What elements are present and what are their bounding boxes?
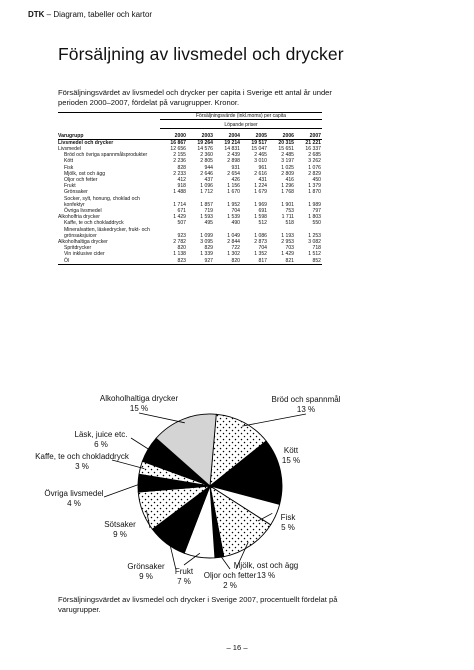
pie-slice-label [251, 395, 361, 414]
table-cell: 1 539 [227, 214, 240, 221]
table-cell: 3 262 [308, 158, 321, 165]
table-year-header: 2005 [241, 129, 268, 140]
table-cell: 2 236 [173, 158, 186, 165]
table-cell: 14 576 [197, 145, 213, 152]
table-year-header: 2000 [160, 129, 187, 140]
table-row-label: Alkoholhaltiga drycker [58, 238, 108, 245]
table-cell: 450 [312, 176, 321, 183]
table-cell: 437 [204, 176, 213, 183]
table-cell: 15 047 [251, 145, 267, 152]
table-year-header: 2004 [214, 129, 241, 140]
table-cell: 961 [258, 164, 267, 171]
pie-slice-label [84, 394, 194, 413]
pie-slice-name: Kött [283, 446, 299, 455]
table-cell: 426 [231, 176, 240, 183]
table-cell: 495 [204, 220, 213, 227]
table-row-label: Grönsaker [64, 189, 88, 196]
table-cell: 2 439 [227, 152, 240, 159]
table-cell: 829 [204, 245, 213, 252]
table-cell: 431 [258, 176, 267, 183]
table-row-label: Livsmedel och drycker [58, 139, 114, 146]
pie-leader-line [242, 414, 306, 426]
pie-leader-line [139, 413, 185, 423]
table-cell: 1 969 [254, 201, 267, 208]
table-cell: 3 082 [308, 238, 321, 245]
table-cell: 2 844 [227, 238, 240, 245]
table-cell: 1 768 [281, 189, 294, 196]
table-cell: 852 [295, 258, 322, 265]
table-cell: 1 857 [200, 201, 213, 208]
table-cell: 931 [231, 164, 240, 171]
table-cell: 19 517 [251, 139, 267, 146]
table-year-header: 2003 [187, 129, 214, 140]
table-cell: 1 253 [308, 232, 321, 239]
header-section: – Diagram, tabeller och kartor [44, 10, 153, 19]
table-cell: 1 712 [200, 189, 213, 196]
table-cell: 16 337 [305, 145, 321, 152]
table-cell: 753 [285, 207, 294, 214]
pie-slice-percent: 7 % [177, 576, 191, 586]
table-cell: 1 049 [227, 232, 240, 239]
table-cell: 828 [177, 164, 186, 171]
pie-slice-percent: 4 % [67, 498, 81, 508]
table-cell: 671 [177, 207, 186, 214]
table-cell: 412 [177, 176, 186, 183]
pie-slice-percent: 9 % [139, 571, 153, 581]
table-cell: 14 831 [224, 145, 240, 152]
pie-slice-percent: 2 % [223, 580, 237, 590]
table-cell: 691 [258, 207, 267, 214]
table-row-label: Övriga livsmedel [64, 207, 102, 214]
pie-slice-label [91, 562, 201, 581]
table-cell: 1 296 [281, 183, 294, 190]
pie-slice-label [46, 430, 156, 449]
table-cell: 927 [187, 258, 214, 265]
table-super-header: Försäljningsvärde (inkl.moms) per capita [160, 113, 322, 120]
table-cell: 490 [231, 220, 240, 227]
table-cell: 1 711 [281, 214, 294, 221]
table-cell: 1 352 [254, 251, 267, 258]
table-cell: 703 [285, 245, 294, 252]
table-cell: 21 221 [305, 139, 321, 146]
chart-caption: Försäljningsvärdet av livsmedel och drycker i Sverige 2007, procentuellt fördelat på varugrupper. [58, 595, 338, 614]
table-cell: 550 [312, 220, 321, 227]
table-cell: 512 [258, 220, 267, 227]
table-cell: 944 [204, 164, 213, 171]
pie-slice-percent: 15 % [281, 455, 301, 465]
table-cell: 1 488 [173, 189, 186, 196]
table-cell: 12 656 [170, 145, 186, 152]
table-cell: 719 [204, 207, 213, 214]
table-cell: 518 [285, 220, 294, 227]
pie-slice-percent: 13 % [296, 404, 316, 414]
table-cell: 2 829 [308, 170, 321, 177]
table-row-label: Bröd och övriga spannmålsprodukter [64, 152, 148, 159]
pie-slice-percent: 9 % [113, 529, 127, 539]
table-cell: 820 [214, 258, 241, 265]
table-cell: 2 616 [254, 170, 267, 177]
table-cell: 2 233 [173, 170, 186, 177]
table-sub-header: Löpande priser [160, 120, 322, 129]
table-cell: 2 646 [200, 170, 213, 177]
table-cell: 1 096 [200, 183, 213, 190]
page-number: – 16 – [226, 643, 248, 652]
table-group-header: Varugrupp [58, 129, 160, 140]
table-year-header: 2006 [268, 129, 295, 140]
header-brand: DTK [28, 10, 45, 19]
table-cell: 1 429 [281, 251, 294, 258]
pie-slice-name: Läsk, juice etc. [74, 430, 128, 439]
table-row-label: Öl [58, 258, 160, 265]
pie-slice-percent: 3 % [75, 461, 89, 471]
table-cell: 923 [177, 232, 186, 239]
table-row-label: Kaffe, te och chokladdryck [64, 220, 124, 227]
pie-slice-percent: 15 % [129, 403, 149, 413]
table-cell: 16 867 [170, 139, 186, 146]
table-cell: 3 197 [281, 158, 294, 165]
pie-slice-percent: 6 % [94, 439, 108, 449]
pie-slice-name: Alkoholhaltiga drycker [99, 394, 179, 403]
table-cell: 1 193 [281, 232, 294, 239]
table-row-label: Spritdrycker [64, 245, 92, 252]
table-cell: 704 [231, 207, 240, 214]
table-cell: 2 485 [281, 152, 294, 159]
pie-slice-label [233, 513, 343, 532]
table-cell: 15 651 [278, 145, 294, 152]
table-cell: 1 224 [254, 183, 267, 190]
table-cell: 1 952 [227, 201, 240, 208]
pie-slice-name: Grönsaker [127, 562, 165, 571]
table-cell: 2 782 [173, 238, 186, 245]
table-row-label: Alkoholfria drycker [58, 214, 100, 221]
table-cell: 2 898 [227, 158, 240, 165]
table-row-label: Kött [64, 158, 74, 165]
table-cell: 820 [177, 245, 186, 252]
table-cell: 2 465 [254, 152, 267, 159]
table-cell: 19 214 [224, 139, 240, 146]
table-cell: 19 264 [197, 139, 213, 146]
table-row-label: Frukt [64, 183, 76, 190]
pie-slice-name: Mjölk, ost och ägg [233, 561, 299, 570]
table-cell: 2 155 [173, 152, 186, 159]
table-cell: 1 670 [227, 189, 240, 196]
pie-slice-name: Övriga livsmedel [44, 489, 104, 498]
table-cell: 2 654 [227, 170, 240, 177]
table-cell: 918 [177, 183, 186, 190]
table-cell: 1 379 [308, 183, 321, 190]
table-row-label: Fisk [64, 164, 74, 171]
table-row-label: Vin inklusive cider [64, 251, 105, 258]
table-cell: 821 [268, 258, 295, 265]
table-cell: 1 714 [173, 201, 186, 208]
intro-text: Försäljningsvärdet av livsmedel och drycker per capita i Sverige ett antal år under perioden 2000–2007, fördelat på varugrupper. Kronor. [58, 88, 332, 107]
table-row-label: Socker, sylt, honung, choklad och konfektyr [64, 195, 140, 208]
pie-slice-name: Frukt [174, 567, 194, 576]
table-cell: 416 [285, 176, 294, 183]
pie-slice-name: Kaffe, te och chokladdryck [35, 452, 129, 461]
table-cell: 1 989 [308, 201, 321, 208]
table-cell: 823 [160, 258, 187, 265]
table-cell: 1 593 [200, 214, 213, 221]
pie-slice-label [65, 520, 175, 539]
table-cell: 507 [177, 220, 186, 227]
page-title: Försäljning av livsmedel och drycker [58, 44, 344, 64]
table-cell: 704 [258, 245, 267, 252]
pie-slice-label [19, 489, 129, 508]
table-cell: 2 809 [281, 170, 294, 177]
table-year-header: 2007 [295, 129, 322, 140]
table-cell: 2 953 [281, 238, 294, 245]
pie-slice-name: Fisk [280, 513, 296, 522]
table-cell: 1 512 [308, 251, 321, 258]
table-cell: 1 679 [254, 189, 267, 196]
table-cell: 1 086 [254, 232, 267, 239]
table-cell: 1 025 [281, 164, 294, 171]
table-row-label: Mineralvatten, läskedrycker, frukt- och grönsaksjuicer [64, 226, 150, 239]
table-cell: 1 803 [308, 214, 321, 221]
pie-slice-label [236, 446, 346, 465]
table-cell: 2 805 [200, 158, 213, 165]
table-cell: 20 315 [278, 139, 294, 146]
table-cell: 1 138 [173, 251, 186, 258]
table-cell: 1 429 [173, 214, 186, 221]
table-cell: 1 156 [227, 183, 240, 190]
table-cell: 1 076 [308, 164, 321, 171]
table-cell: 1 302 [227, 251, 240, 258]
table-cell: 1 901 [281, 201, 294, 208]
table-cell: 718 [312, 245, 321, 252]
table-cell: 2 685 [308, 152, 321, 159]
pie-slice-name: Sötsaker [104, 520, 136, 529]
table-cell: 1 099 [200, 232, 213, 239]
pie-slice-name: Oljor och fetter [203, 571, 257, 580]
pie-slice-label [27, 452, 137, 471]
table-cell: 3 095 [200, 238, 213, 245]
table-cell: 817 [241, 258, 268, 265]
table-row-label: Livsmedel [58, 145, 81, 152]
table-cell: 1 339 [200, 251, 213, 258]
pie-slice-percent: 13 % [256, 570, 276, 580]
pie-slice-percent: 5 % [281, 522, 295, 532]
table-cell: 722 [231, 245, 240, 252]
table-cell: 2 873 [254, 238, 267, 245]
table-cell: 1 598 [254, 214, 267, 221]
table-cell: 1 870 [308, 189, 321, 196]
table-cell: 2 360 [200, 152, 213, 159]
pie-slice-name: Bröd och spannmål [271, 395, 341, 404]
table-cell: 3 010 [254, 158, 267, 165]
table-cell: 797 [312, 207, 321, 214]
table-row-label: Mjölk, ost och ägg [64, 170, 106, 177]
table-row-label: Oljor och fetter [64, 176, 98, 183]
